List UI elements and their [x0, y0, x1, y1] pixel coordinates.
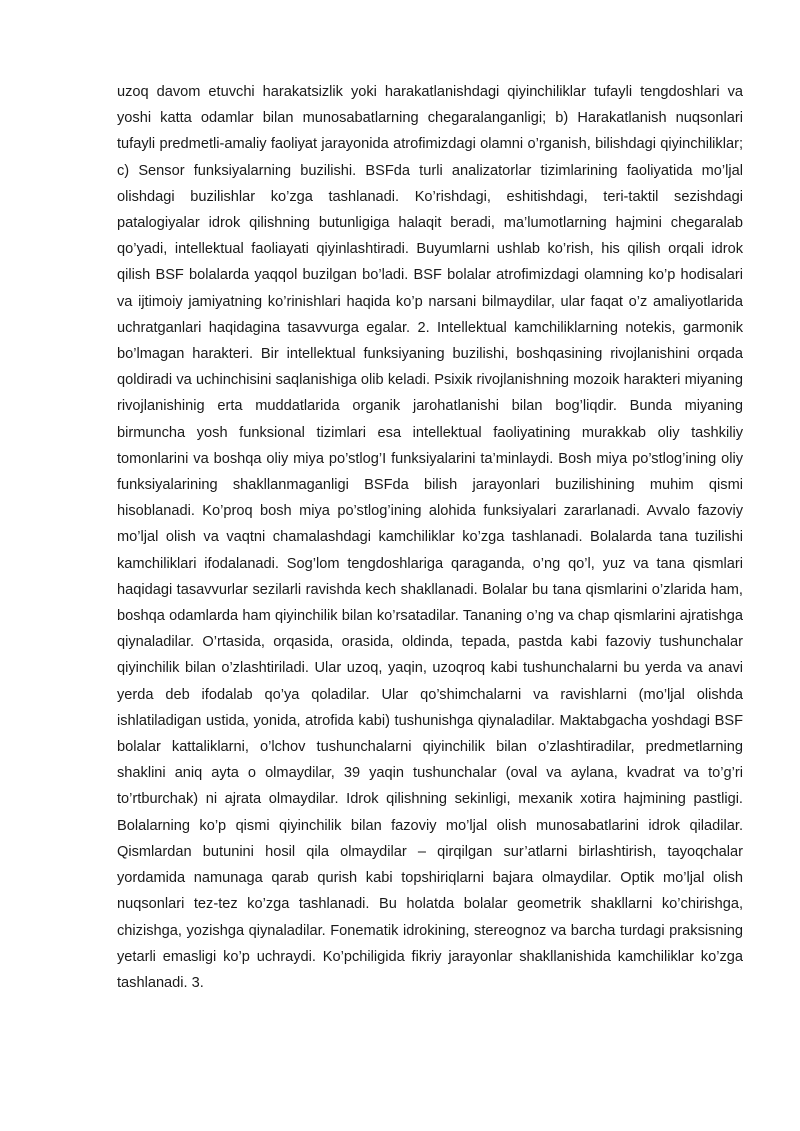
body-paragraph: uzoq davom etuvchi harakatsizlik yoki harakatlanishdagi qiyinchiliklar tufayli tengdoshlari va yoshi katta odamlar bilan munosabatlarning chegaralanganligi; b) Harakatlanish nuqsonlari tufayli predmetli-amaliy faoliyat jarayonida atrofimizdagi olamni o’rganish, bilishdagi qiyinchiliklar; c) Sensor funksiyalarning buzilishi. BSFda turli analizatorlar tizimlarining faoliyatida mo’ljal olishdagi buzilishlar ko’zga tashlanadi. Ko’rishdagi, eshitishdagi, teri-taktil sezishdagi patalogiyalar idrok qilishning butunligiga halaqit beradi, ma’lumotlarning hajmini chegaralab qo’yadi, intellektual faoliayati qiyinlashtiradi. Buyumlarni ushlab ko’rish, his qilish orqali idrok qilish BSF bolalarda yaqqol buzilgan bo’ladi. BSF bolalar atrofimizdagi olamning ko’p hodisalari va ijtimoiy jamiyatning ko’rinishlari haqida ko’p narsani bilmaydilar, ular faqat o’z amaliyotlarida uchratganlari haqidagina tasavvurga egalar. 2. Intellektual kamchiliklarning notekis, garmonik bo’lmagan harakteri. Bir intellektual funksiyaning buzilishi, boshqasining rivojlanishini orqada qoldiradi va uchinchisini saqlanishiga olib keladi. Psixik rivojlanishning mozoik harakteri miyaning rivojlanishinig erta muddatlarida organik jarohatlanishi bilan bog’liqdir. Bunda miyaning birmuncha yosh funksional tizimlari esa intellektual faoliyatining murakkab oliy tashkiliy tomonlarini va boshqa oliy miya po’stlog’I funksiyalarini ta’minlaydi. Bosh miya po’stlog’ining oliy funksiyalarining shakllanmaganligi BSFda bilish jarayonlari buzilishining muhim qismi hisoblanadi. Ko’proq bosh miya po’stlog’ining alohida funksiyalari zararlanadi. Avvalo fazoviy mo’ljal olish va vaqtni chamalashdagi kamchiliklar ko’zga tashlanadi. Bolalarda tana tuzilishi kamchiliklari ifodalanadi. Sog’lom tengdoshlariga qaraganda, o’ng qo’l, yuz va tana qismlari haqidagi tasavvurlar sezilarli ravishda kech shakllanadi. Bolalar bu tana qismlarini o’zlarida ham, boshqa odamlarda ham qiyinchilik bilan ko’rsatadilar. Tananing o’ng va chap qismlarini ajratishga qiynaladilar. O’rtasida, orqasida, orasida, oldinda, tepada, pastda kabi fazoviy tushunchalar qiyinchilik bilan o’zlashtiriladi. Ular uzoq, yaqin, uzoqroq kabi tushunchalarni bu yerda va anavi yerda deb ifodalab qo’ya qoladilar. Ular qo’shimchalarni va ravishlarni (mo’ljal olishda ishlatiladigan ustida, yonida, atrofida kabi) tushunishga qiynaladilar. Maktabgacha yoshdagi BSF bolalar kattaliklarni, o’lchov tushunchalarni qiyinchilik bilan o’zlashtiradilar, predmetlarning shaklini aniq ayta o olmaydilar, 39 yaqin tushunchalar (oval va aylana, kvadrat va to’g’ri to’rtburchak) ni ajrata olmaydilar. Idrok qilishning sekinligi, mexanik xotira hajmining pastligi. Bolalarning ko’p qismi qiyinchilik bilan fazoviy mo’ljal olish munosabatlarini idrok qiladilar. Qismlardan butunini hosil qila olmaydilar – qirqilgan sur’atlarni birlashtirish, tayoqchalar yordamida namunaga qarab qurish kabi topshiriqlarni bajara olmaydilar. Optik mo’ljal olish nuqsonlari tez-tez ko’zga tashlanadi. Bu holatda bolalar geometrik shakllarni ko’chirishga, chizishga, yozishga qiynaladilar. Fonematik idrokining, stereognoz va barcha turdagi praksisning yetarli emasligi ko’p uchraydi. Ko’pchiligida fikriy jarayonlar shakllanishida kamchiliklar ko’zga tashlanadi. 3.: [117, 84, 743, 991]
document-page: [117, 79, 743, 996]
